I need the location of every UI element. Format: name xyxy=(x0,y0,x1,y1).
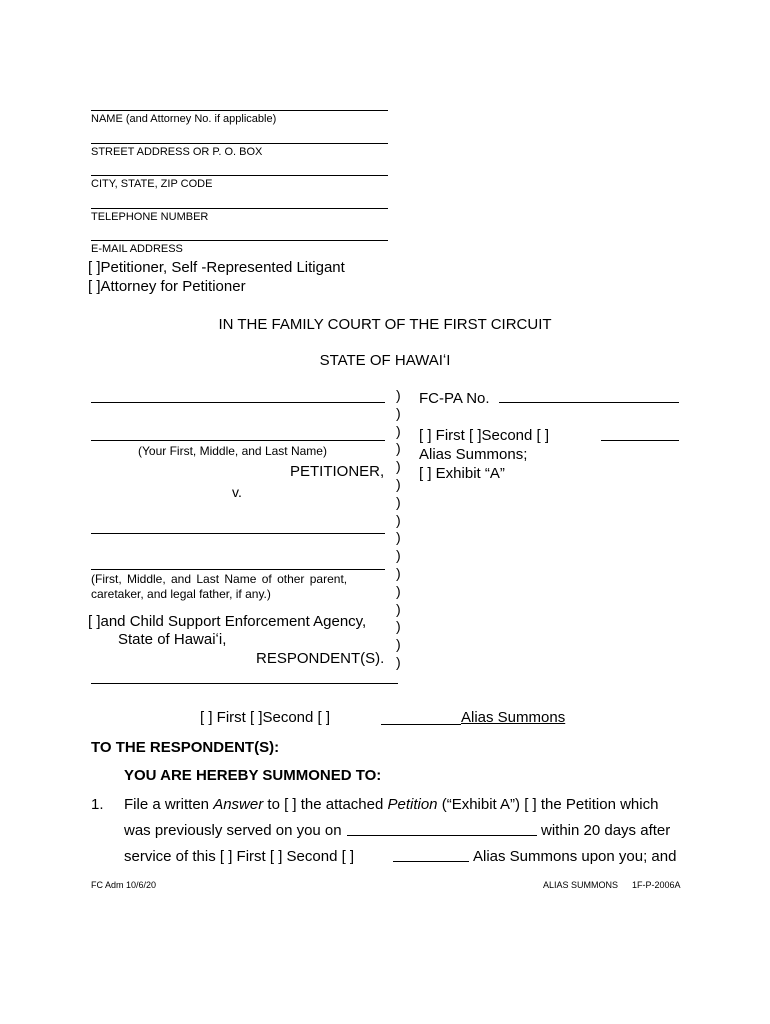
item-ordinal-field[interactable] xyxy=(393,861,469,862)
item-line-2a: was previously served on you on xyxy=(124,822,342,839)
to-respondents: TO THE RESPONDENT(S): xyxy=(91,739,280,756)
case-no-field[interactable] xyxy=(499,402,679,403)
item-line-2b: within 20 days after xyxy=(541,822,671,839)
attorney-option[interactable]: [ ]Attorney for Petitioner xyxy=(88,278,246,295)
respondent-line-1 xyxy=(91,533,385,534)
email-line xyxy=(91,240,388,241)
self-represented-option[interactable]: [ ]Petitioner, Self -Represented Litigant xyxy=(88,259,345,276)
summoned-heading: YOU ARE HEREBY SUMMONED TO: xyxy=(124,767,382,784)
agency-state: State of Hawaiʻi, xyxy=(118,631,227,648)
respondent-hint-1: (First, Middle, and Last Name of other parent, xyxy=(91,572,348,586)
petitioner-line-1 xyxy=(91,402,385,403)
respondent-label: RESPONDENT(S). xyxy=(256,650,385,667)
petitioner-line-2 xyxy=(91,440,385,441)
item-line-1: File a written Answer to [ ] the attached Petition (“Exhibit A”) [ ] the Petition which xyxy=(124,796,659,813)
summons-type-checkboxes[interactable]: [ ] First [ ]Second [ ] xyxy=(419,427,550,444)
footer-title: ALIAS SUMMONS xyxy=(543,880,619,890)
item-line-3b: Alias Summons upon you; and xyxy=(473,848,677,865)
email-label: E-MAIL ADDRESS xyxy=(91,243,183,255)
respondent-hint-2: caretaker, and legal father, if any.) xyxy=(91,587,271,601)
petitioner-name-hint: (Your First, Middle, and Last Name) xyxy=(138,444,327,458)
court-title: IN THE FAMILY COURT OF THE FIRST CIRCUIT xyxy=(218,316,552,333)
city-line xyxy=(91,175,388,176)
summons-ordinal-field[interactable] xyxy=(601,440,679,441)
item-line-3a: service of this [ ] First [ ] Second [ ] xyxy=(124,848,355,865)
title-summons-checkboxes[interactable]: [ ] First [ ]Second [ ] xyxy=(200,709,331,726)
title-alias-summons: Alias Summons xyxy=(461,709,566,726)
street-label: STREET ADDRESS OR P. O. BOX xyxy=(91,146,263,158)
footer-form-number: 1F-P-2006A xyxy=(632,880,681,890)
city-label: CITY, STATE, ZIP CODE xyxy=(91,178,213,190)
alias-summons-line: Alias Summons; xyxy=(419,446,528,463)
court-state: STATE OF HAWAIʻI xyxy=(319,352,451,369)
petitioner-label: PETITIONER, xyxy=(290,463,385,480)
caption-parens: ) ) ) ) ) ) ) ) ) ) ) ) ) ) ) ) xyxy=(396,387,401,670)
footer-form-date: FC Adm 10/6/20 xyxy=(91,880,157,890)
served-date-field[interactable] xyxy=(347,835,537,836)
respondent-line-2 xyxy=(91,569,385,570)
exhibit-option[interactable]: [ ] Exhibit “A” xyxy=(419,465,505,482)
name-label: NAME (and Attorney No. if applicable) xyxy=(91,113,277,125)
phone-label: TELEPHONE NUMBER xyxy=(91,211,209,223)
item-number: 1. xyxy=(91,796,104,813)
agency-option[interactable]: [ ]and Child Support Enforcement Agency, xyxy=(88,613,367,630)
street-line xyxy=(91,143,388,144)
versus: v. xyxy=(232,484,242,500)
title-ordinal-field[interactable] xyxy=(381,724,461,725)
phone-line xyxy=(91,208,388,209)
case-no-label: FC-PA No. xyxy=(419,390,490,407)
name-line xyxy=(91,110,388,111)
caption-bottom-line xyxy=(91,683,398,684)
